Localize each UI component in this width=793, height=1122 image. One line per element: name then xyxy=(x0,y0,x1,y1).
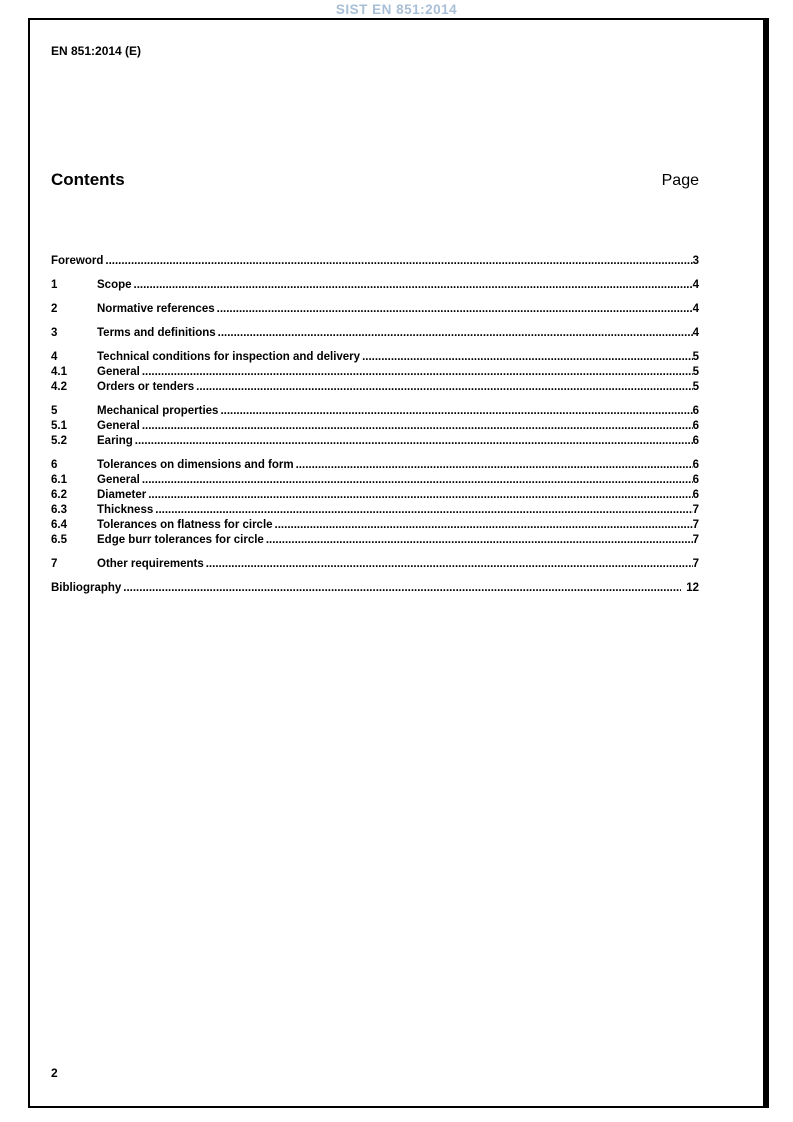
toc-entry-title: Bibliography xyxy=(51,582,122,594)
toc-entry-title: General xyxy=(97,420,140,432)
toc-dot-leader xyxy=(275,518,693,533)
toc-entry-page: 4 xyxy=(692,303,699,315)
toc-dot-leader xyxy=(196,380,692,395)
toc-entry-title: Mechanical properties xyxy=(97,405,219,417)
toc-entry-page: 12 xyxy=(686,582,699,594)
toc-entry-number: 6.4 xyxy=(51,519,67,531)
document-reference: EN 851:2014 (E) xyxy=(51,44,142,58)
toc-entry-title: General xyxy=(97,366,140,378)
toc-row xyxy=(51,473,699,488)
toc-dot-leader xyxy=(123,581,681,596)
toc-row xyxy=(51,380,699,395)
toc-entry-page: 7 xyxy=(692,534,699,546)
page-column-label: Page xyxy=(661,172,699,189)
toc-row xyxy=(51,254,699,269)
toc-entry-page: 6 xyxy=(692,420,699,432)
toc-dot-leader xyxy=(155,503,692,518)
toc-row xyxy=(51,326,699,341)
toc-entry-number: 4.2 xyxy=(51,381,67,393)
footer-page-number: 2 xyxy=(51,1066,58,1080)
toc-entry-number: 6.1 xyxy=(51,474,67,486)
toc-row xyxy=(51,458,699,473)
toc-row xyxy=(51,533,699,548)
toc-row xyxy=(51,557,699,572)
toc-entry-number: 3 xyxy=(51,327,58,339)
toc-entry-page: 7 xyxy=(692,558,699,570)
toc-entry-title: Thickness xyxy=(97,504,154,516)
toc-entry-number: 6 xyxy=(51,459,58,471)
toc-row xyxy=(51,581,699,596)
toc-entry-title: Edge burr tolerances for circle xyxy=(97,534,264,546)
toc-entry-title: Tolerances on dimensions and form xyxy=(97,459,294,471)
toc-entry-number: 2 xyxy=(51,303,58,315)
toc-entry-number: 7 xyxy=(51,558,58,570)
toc-dot-leader xyxy=(134,278,693,293)
toc-entry-number: 1 xyxy=(51,279,58,291)
toc-dot-leader xyxy=(148,488,692,503)
toc-entry-page: 3 xyxy=(692,255,699,267)
toc-entry-page: 4 xyxy=(692,327,699,339)
toc-list xyxy=(51,254,699,596)
toc-dot-leader xyxy=(142,419,693,434)
toc-dot-leader xyxy=(142,473,693,488)
toc-row xyxy=(51,488,699,503)
toc-entry-title: Foreword xyxy=(51,255,104,267)
toc-entry-number: 6.3 xyxy=(51,504,67,516)
toc-dot-leader xyxy=(206,557,693,572)
toc-entry-title: Terms and definitions xyxy=(97,327,216,339)
toc-entry-page: 5 xyxy=(692,351,699,363)
toc-dot-leader xyxy=(266,533,693,548)
contents-header xyxy=(51,170,699,190)
toc-entry-number: 5.2 xyxy=(51,435,67,447)
toc-dot-leader xyxy=(105,254,692,269)
toc-dot-leader xyxy=(362,350,693,365)
toc-dot-leader xyxy=(135,434,693,449)
toc-entry-title: Orders or tenders xyxy=(97,381,195,393)
toc-entry-page: 6 xyxy=(692,489,699,501)
toc-row xyxy=(51,365,699,380)
toc-row xyxy=(51,302,699,317)
toc-row xyxy=(51,503,699,518)
toc-entry-title: General xyxy=(97,474,140,486)
standard-watermark: SIST EN 851:2014 xyxy=(335,2,458,17)
toc-entry-number: 5 xyxy=(51,405,58,417)
toc-entry-page: 6 xyxy=(692,474,699,486)
toc-entry-page: 5 xyxy=(692,366,699,378)
toc-dot-leader xyxy=(217,302,693,317)
toc-entry-title: Technical conditions for inspection and delivery xyxy=(97,351,361,363)
toc-row xyxy=(51,350,699,365)
toc-entry-page: 4 xyxy=(692,279,699,291)
toc-entry-title: Diameter xyxy=(97,489,147,501)
toc-dot-leader xyxy=(218,326,693,341)
toc-dot-leader xyxy=(220,404,692,419)
toc-entry-page: 6 xyxy=(692,459,699,471)
toc-row xyxy=(51,434,699,449)
toc-row xyxy=(51,404,699,419)
toc-dot-leader xyxy=(296,458,693,473)
toc-row xyxy=(51,278,699,293)
content-area xyxy=(51,170,699,596)
toc-dot-leader xyxy=(142,365,693,380)
toc-entry-page: 6 xyxy=(692,405,699,417)
toc-entry-number: 4 xyxy=(51,351,58,363)
toc-entry-title: Other requirements xyxy=(97,558,204,570)
toc-entry-title: Tolerances on flatness for circle xyxy=(97,519,273,531)
contents-title: Contents xyxy=(51,170,125,189)
toc-entry-page: 7 xyxy=(692,519,699,531)
toc-entry-page: 6 xyxy=(692,435,699,447)
toc-entry-title: Scope xyxy=(97,279,132,291)
toc-entry-number: 5.1 xyxy=(51,420,67,432)
toc-entry-number: 4.1 xyxy=(51,366,67,378)
toc-entry-title: Normative references xyxy=(97,303,215,315)
toc-row xyxy=(51,518,699,533)
toc-entry-number: 6.2 xyxy=(51,489,67,501)
toc-row xyxy=(51,419,699,434)
toc-entry-page: 5 xyxy=(692,381,699,393)
toc-entry-number: 6.5 xyxy=(51,534,67,546)
toc-entry-page: 7 xyxy=(692,504,699,516)
toc-entry-title: Earing xyxy=(97,435,133,447)
